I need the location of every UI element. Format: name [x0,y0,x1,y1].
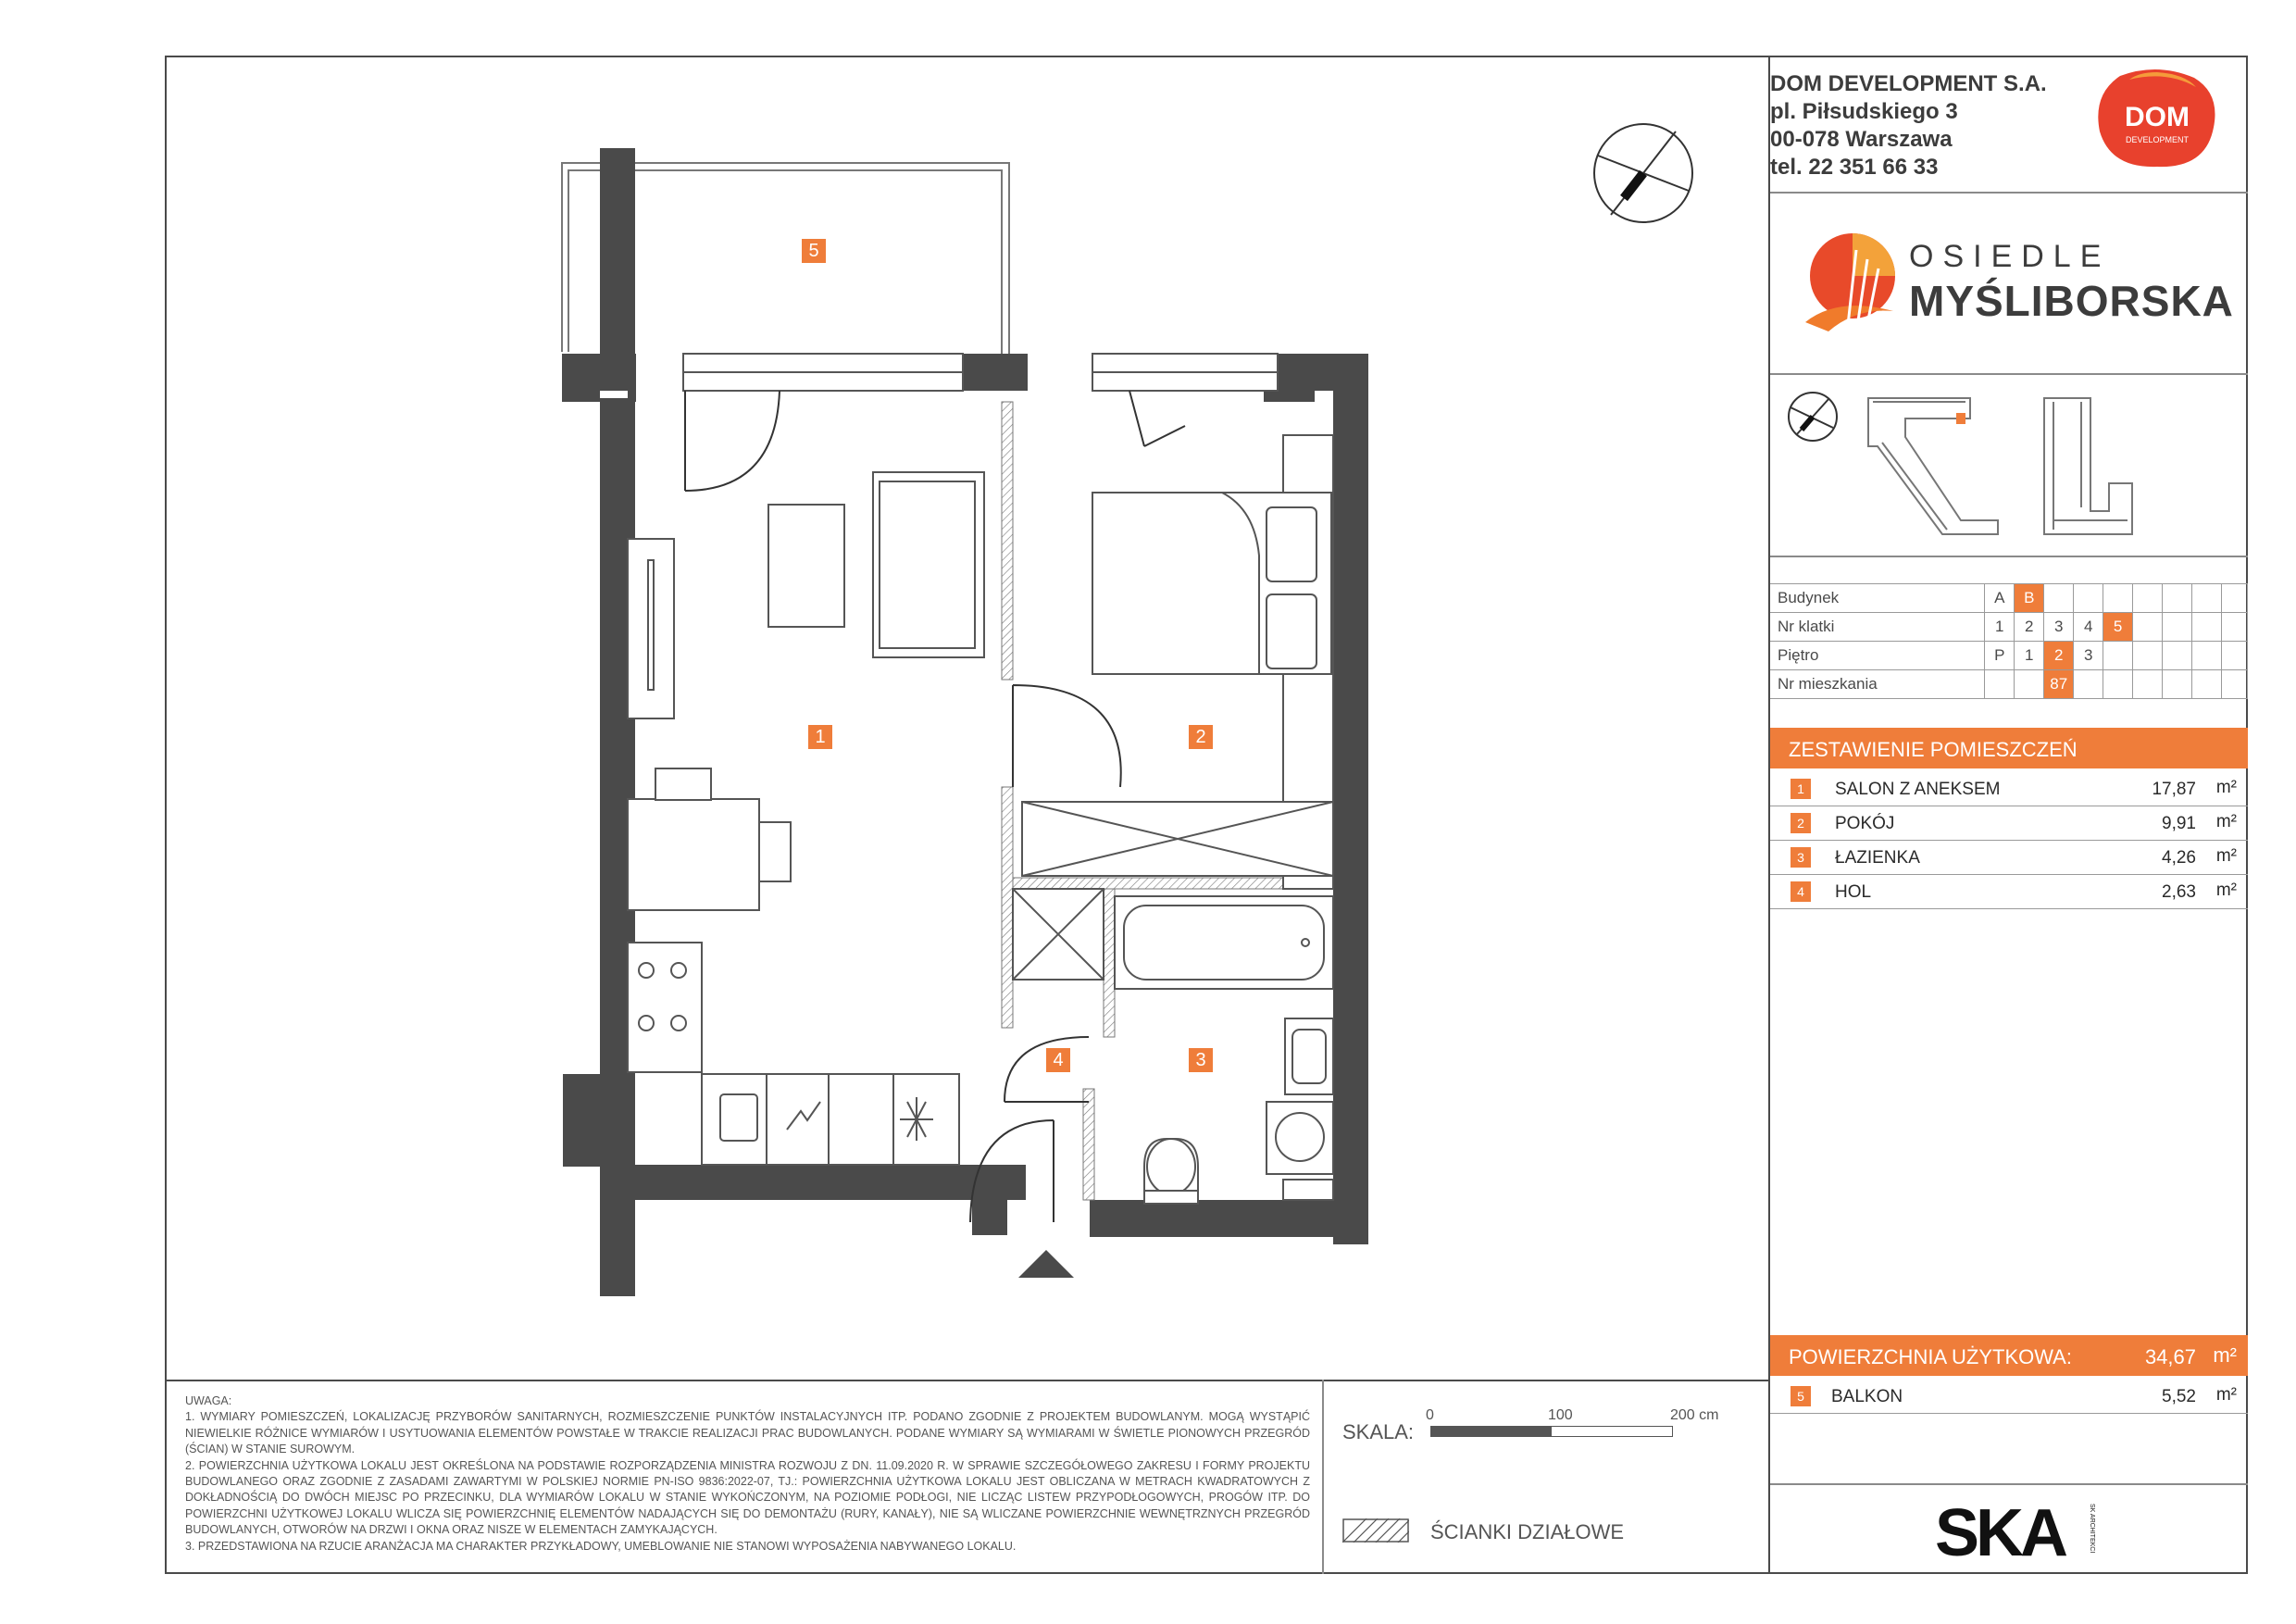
info-cell [2074,670,2103,699]
plan-tag-balcony: 5 [802,239,826,263]
exterior-walls [562,148,1368,1296]
room-unit: m² [2215,881,2237,900]
balcony-row [1770,1380,2248,1414]
info-cell: 1 [2015,642,2044,670]
compass-icon [1591,120,1696,226]
scale-bar-light [1551,1426,1673,1437]
room-name: ŁAZIENKA [1835,848,1920,868]
apartment-info-table [1770,583,2248,699]
info-cell [2222,584,2248,613]
dining-table [628,799,759,910]
scale-tick-200: 200 cm [1670,1407,1719,1423]
ska-logo [1935,1494,2102,1567]
partition-label: ŚCIANKI DZIAŁOWE [1430,1520,1625,1543]
brand-line1: OSIEDLE [1909,239,2111,274]
dom-logo-subtext: DEVELOPMENT [2125,135,2190,144]
room-row [1770,806,2248,841]
scale-tick-0: 0 [1426,1407,1434,1423]
note-item: 3. PRZEDSTAWIONA NA RZUCIE ARANŻACJA MA CHARAKTER PRZYKŁADOWY, UMEBLOWANIE NIE STANOWI WYPOSAŻENIA NABYWANEGO LOKALU. [185,1539,1017,1553]
company-street: pl. Piłsudskiego 3 [1770,99,1958,124]
room-area: 4,26 [2162,848,2196,868]
room-number: 2 [1791,813,1811,833]
info-cell [2074,584,2103,613]
osiedle-sun-icon [1801,222,1903,343]
room-row [1770,841,2248,875]
pillow [1267,507,1316,581]
info-cell: 2 [2015,613,2044,642]
plan-tag-bedroom: 2 [1189,725,1213,749]
chair [655,768,711,800]
info-cell [2163,670,2192,699]
ska-logo-text: SKA [1935,1496,2065,1567]
notes-block [185,1393,1310,1555]
info-cell [2192,613,2222,642]
info-cell: P [1985,642,2015,670]
bathroom-fixtures [1115,896,1333,1204]
room-area: 2,63 [2162,882,2196,902]
room-unit: m² [2215,778,2237,797]
info-cell: 5 [2103,613,2133,642]
room-name: POKÓJ [1835,814,1895,833]
room-area: 17,87 [2152,780,2196,799]
coffee-table [768,505,844,627]
room-area: 9,91 [2162,814,2196,833]
room-unit: m² [2215,1385,2237,1405]
scale-label: SKALA: [1342,1420,1415,1443]
info-cell [2163,584,2192,613]
room-number: 1 [1791,779,1811,799]
usable-area-bar [1770,1335,2248,1376]
info-cell [2103,670,2133,699]
notes-title: UWAGA: [185,1394,232,1407]
room-area: 5,52 [2162,1387,2196,1406]
wall-gap [600,391,628,398]
info-cell [2192,670,2222,699]
info-cell [2222,642,2248,670]
pillow [1267,594,1316,668]
info-cell: B [2015,584,2044,613]
notes-divider [165,1380,1770,1381]
shower-tray [1283,1180,1333,1200]
room-number: 4 [1791,881,1811,902]
scale-tick-100: 100 [1548,1407,1573,1423]
room-row [1770,875,2248,909]
dom-logo [2092,67,2222,173]
info-row-pietro [1770,642,2248,670]
scale-divider [1322,1380,1324,1574]
plan-tag-bathroom: 3 [1189,1048,1213,1072]
info-row-mieszkanie [1770,670,2248,699]
entrance-arrow-icon [1018,1250,1074,1278]
info-cell [2222,613,2248,642]
info-cell [2163,642,2192,670]
info-label: Budynek [1770,584,1985,613]
rooms-header-title: ZESTAWIENIE POMIESZCZEŃ [1789,738,2078,761]
info-cell: 87 [2044,670,2074,699]
info-cell [2222,670,2248,699]
ska-logo-subtext: SK ARCHITEKCI [2089,1504,2095,1554]
brand-line2: MYŚLIBORSKA [1909,277,2234,325]
plan-tag-living: 1 [808,725,832,749]
info-row-budynek [1770,584,2248,613]
note-item: 2. POWIERZCHNIA UŻYTKOWA LOKALU JEST OKREŚLONA NA PODSTAWIE ROZPORZĄDZENIA MINISTRA ROZWOJU Z DN. 11.09.2020 R. W SPRAWIE SZCZEGÓŁOWEGO ZAKRESU I FORMY PROJEKTU BUDOWLANEGO ORAZ ZGODNIE Z ZASADAMI ZAWARTYMI W POLSKIEJ NORMIE PN-ISO 9836:2022-07, TJ.: POWIERZCHNIA UŻYTKOWA LOKALU JEST OBLICZANA W METRACH KWADRATOWYCH Z DOKŁADNOŚCIĄ DO DWÓCH MIEJSC PO PRZECINKU, DLA WYMIARÓW LOKALU W STANIE WYKOŃCZONYM, NA POZIOMIE PODŁOGI, NIE LICZĄC LISTEW PRZYPODŁOGOWYCH, PROGÓW ITP. DO POWIERZCHNI UŻYTKOWEJ LOKALU WLICZA SIĘ POWIERZCHNIĘ ELEMENTÓW NADAJĄCYCH SIĘ DO DEMONTAŻU (RURY, KANAŁY), NIE SĄ WLICZANE POWIERZCHNIE WEWNĘTRZNYCH PRZEGRÓD BUDOWLANYCH, OTWORÓW NA DRZWI I OKNA ORAZ NISZE W ELEMENTACH ZAMYKAJĄCYCH. [185,1458,1310,1537]
sink-icon [720,1094,757,1141]
room-name: HOL [1835,882,1872,902]
company-name: DOM DEVELOPMENT S.A. [1770,71,2047,96]
room-number: 5 [1791,1386,1811,1406]
info-cell [2103,584,2133,613]
info-cell [2133,642,2163,670]
info-cell: 1 [1985,613,2015,642]
compass-small-icon [1789,393,1837,441]
plan-tag-hall: 4 [1046,1048,1070,1072]
divider [1770,556,2248,557]
info-cell [2133,584,2163,613]
info-cell [1985,670,2015,699]
info-cell [2192,642,2222,670]
room-unit: m² [2215,846,2237,866]
divider [1770,373,2248,375]
info-cell [2015,670,2044,699]
company-phone: tel. 22 351 66 33 [1770,155,1939,180]
room-unit: m² [2215,812,2237,831]
site-key-plan [1776,381,2239,548]
info-cell: 4 [2074,613,2103,642]
company-address [1770,70,2047,181]
furniture [628,472,984,1165]
info-cell [2163,613,2192,642]
divider [1770,1483,2248,1485]
info-cell [2044,584,2074,613]
scale-bar-dark [1430,1426,1553,1437]
info-cell [2103,642,2133,670]
note-item: 1. WYMIARY POMIESZCZEŃ, LOKALIZACJĘ PRZYBORÓW SANITARNYCH, ROZMIESZCZENIE PUNKTÓW INSTALACYJNYCH ITP. PODANO ZGODNIE Z PROJEKTEM BUDOWLANYM. MOGĄ WYSTĄPIĆ NIEWIELKIE RÓŻNICE WYMIARÓW I USYTUOWANIA ELEMENTÓW POWSTAŁE W TRAKCIE REALIZACJI PRAC BUDOWLANYCH. PODANE WYMIARY SĄ WYMIARAMI W ŚWIETLE PIONOWYCH PRZEGRÓD (ŚCIAN) W STANIE SUROWYM. [185,1410,1310,1456]
usable-area-label: POWIERZCHNIA UŻYTKOWA: [1789,1345,2072,1368]
info-cell: 3 [2074,642,2103,670]
info-label: Nr klatki [1770,613,1985,642]
room-number: 3 [1791,847,1811,868]
info-cell [2133,670,2163,699]
room-name: SALON Z ANEKSEM [1835,780,2001,799]
partition-legend-icon [1342,1518,1409,1543]
info-cell: A [1985,584,2015,613]
info-row-klatka [1770,613,2248,642]
cooktop [628,943,702,1072]
usable-area-value: 34,67 [2144,1345,2196,1368]
info-cell [2192,584,2222,613]
divider [1770,192,2248,194]
floor-plan [518,148,1407,1296]
usable-area-unit: m² [2213,1343,2237,1367]
company-city: 00-078 Warszawa [1770,127,1953,152]
room-row [1770,772,2248,806]
rooms-header [1770,728,2248,768]
dom-logo-text: DOM [2125,102,2190,132]
info-cell [2133,613,2163,642]
chair [759,822,791,881]
info-label: Piętro [1770,642,1985,670]
info-cell: 2 [2044,642,2074,670]
room-name: BALKON [1831,1387,1903,1406]
info-label: Nr mieszkania [1770,670,1985,699]
info-cell: 3 [2044,613,2074,642]
